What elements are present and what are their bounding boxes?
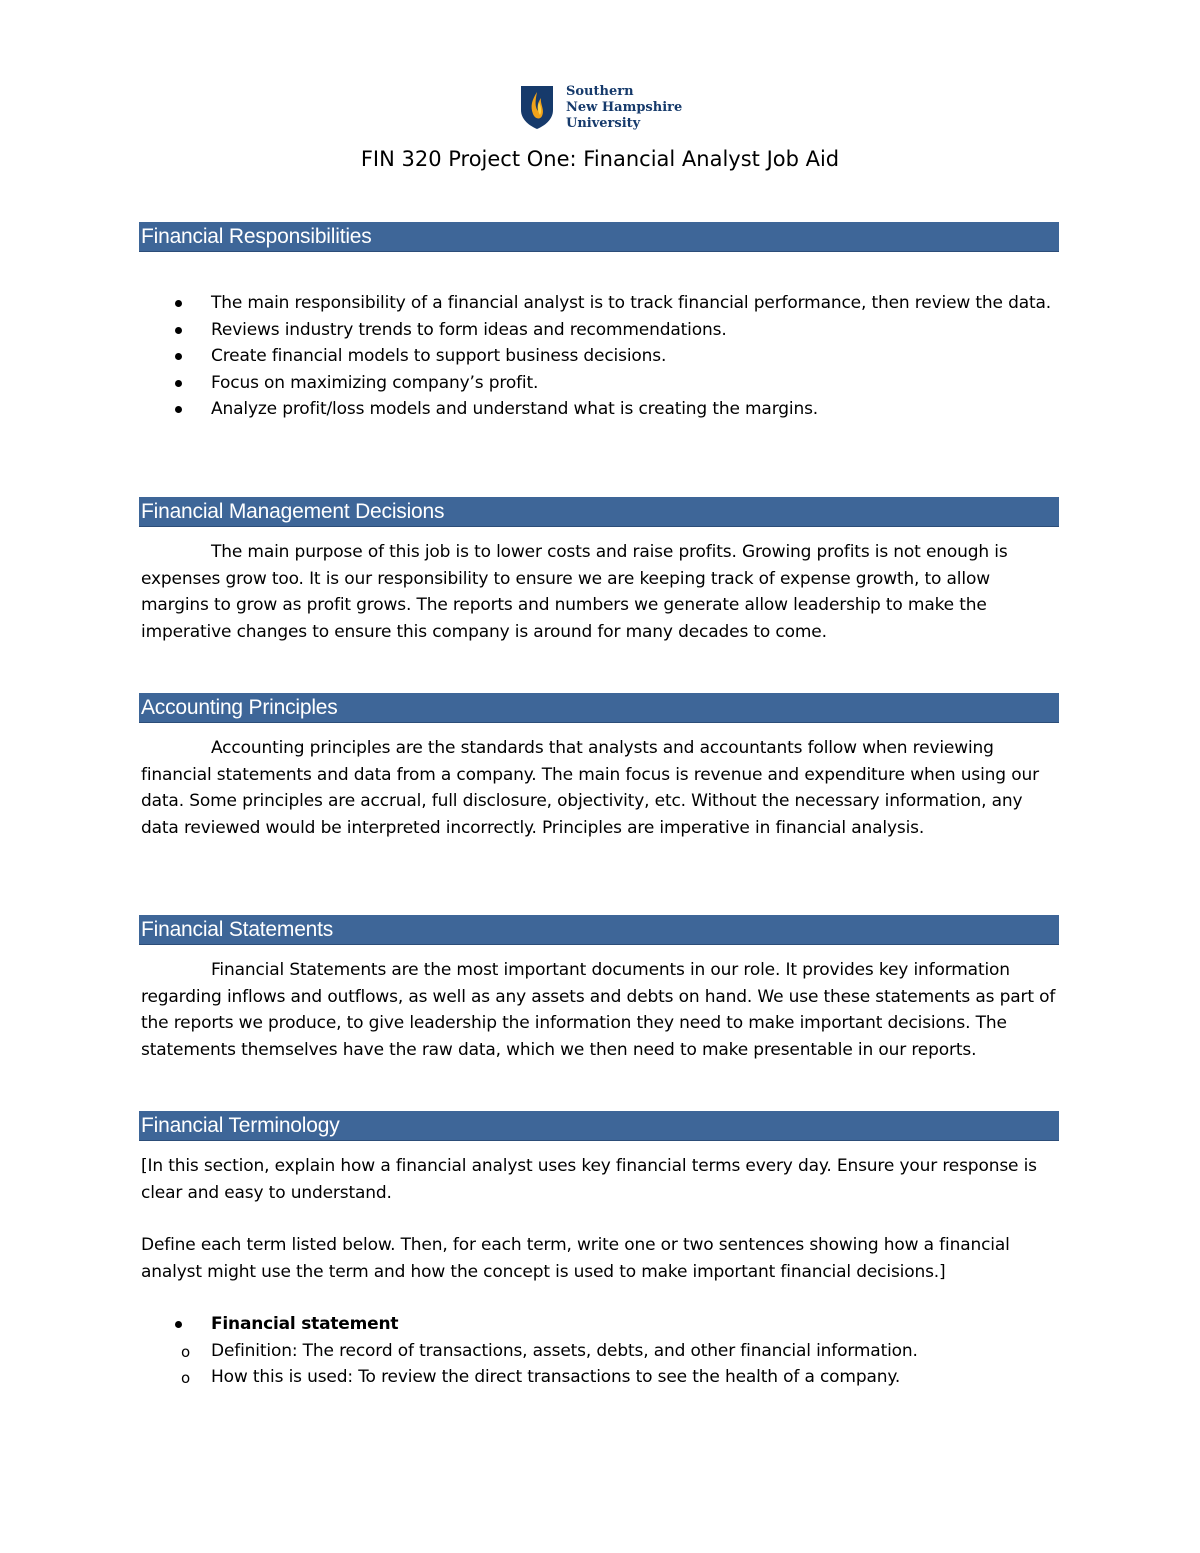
list-item-text: Reviews industry trends to form ideas and recommendations. [211,319,727,340]
statements-paragraph: Financial Statements are the most important documents in our role. It provides key information regarding inflows and outflows, as well as any assets and debts on hand. We use these statements as part of the reports we produce, to give leadership the information they need to make important decisions. The statements themselves have the raw data, which we then need to make presentable in our reports. [141,960,1056,1060]
list-item-text: Focus on maximizing company’s profit. [211,372,539,393]
circle-bullet-icon: o [181,1342,191,1361]
bullet-icon [175,300,182,307]
logo-wordmark [566,84,682,132]
bullet-icon [175,327,182,334]
list-item [141,343,1056,370]
section-header-statements [139,915,1059,945]
term-definition-text: Definition: The record of transactions, assets, debts, and other financial information. [211,1340,918,1361]
document-title: FIN 320 Project One: Financial Analyst Job Aid [360,147,840,171]
list-item [141,290,1056,317]
responsibilities-list [141,290,1056,423]
logo-line: New Hampshire [566,100,683,115]
terminology-intro: [In this section, explain how a financial analyst uses key financial terms every day. Ensure your response is clear and easy to understand. [141,1156,1037,1203]
terms-list [141,1311,1056,1391]
list-item-text: Create financial models to support business decisions. [211,346,667,366]
term-usage-text: How this is used: To review the direct transactions to see the health of a company. [211,1367,901,1387]
circle-bullet-icon: o [181,1369,191,1387]
term-name: Financial statement [211,1314,399,1334]
section-heading: Financial Statements [141,918,334,941]
list-item [141,317,1056,344]
section-header-terminology [139,1111,1059,1141]
section-heading: Accounting Principles [141,696,338,719]
section-header-accounting [139,693,1059,723]
management-paragraph: The main purpose of this job is to lower costs and raise profits. Growing profits is not enough is expenses grow too. It is our responsibility to ensure we are keeping track of expense growth, to allow margins to grow as profit grows. The reports and numbers we generate allow leadership to make the imperative changes to ensure this company is around for many decades to come. [141,542,1008,642]
list-item-text: Analyze profit/loss models and understand what is creating the margins. [211,399,819,419]
term-definition [141,1338,1056,1365]
section-heading: Financial Management Decisions [141,500,445,523]
terminology-instructions: Define each term listed below. Then, for each term, write one or two sentences showing how a financial analyst might use the term and how the concept is used to make important financial decisions.] [141,1235,1010,1282]
bullet-icon [175,1321,182,1328]
list-item [141,396,1056,423]
section-heading: Financial Terminology [141,1114,340,1137]
list-item-text: The main responsibility of a financial analyst is to track financial performance, then review the data. [211,293,1052,313]
section-header-responsibilities [139,222,1059,252]
shield-flame-icon [520,84,554,130]
bullet-icon [175,406,182,413]
term-item [141,1311,1056,1391]
bullet-icon [175,380,182,387]
logo-line: Southern [566,84,634,99]
list-item [141,370,1056,397]
accounting-paragraph: Accounting principles are the standards that analysts and accountants follow when reviewing financial statements and data from a company. The main focus is revenue and expenditure when using our data. Some principles are accrual, full disclosure, objectivity, etc. Without the necessary information, any data reviewed would be interpreted incorrectly. Principles are imperative in financial analysis. [141,738,1039,838]
logo-line: University [566,116,641,131]
term-usage [141,1364,1056,1391]
bullet-icon [175,353,182,360]
section-header-management [139,497,1059,527]
term-details [141,1338,1056,1391]
section-heading: Financial Responsibilities [141,225,372,248]
